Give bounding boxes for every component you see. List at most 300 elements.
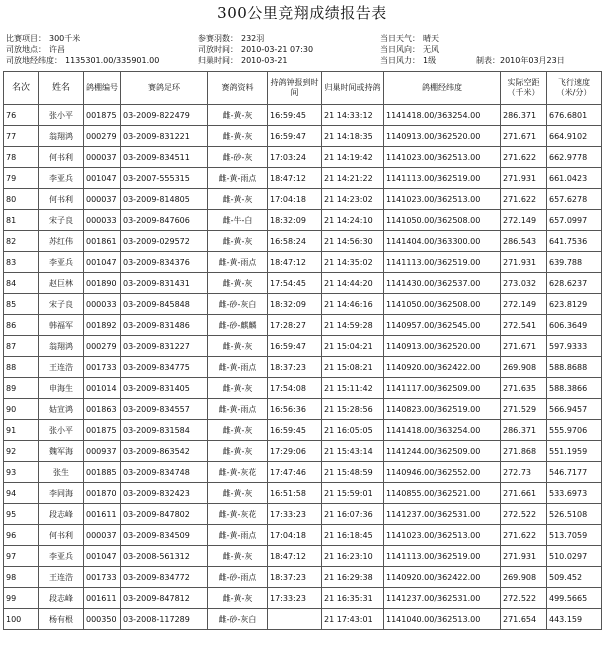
loft-id-cell: 000033	[84, 294, 121, 315]
coordinates-cell: 1140920.00/362422.00	[384, 567, 501, 588]
name-cell: 何书利	[39, 525, 84, 546]
arrival-time-cell: 21 14:18:35	[322, 126, 384, 147]
coordinates-cell: 1141430.00/362537.00	[384, 273, 501, 294]
name-cell: 李亚兵	[39, 546, 84, 567]
distance-cell: 272.149	[501, 210, 547, 231]
speed-cell: 662.9778	[547, 147, 602, 168]
info-key: 司放地点：	[6, 45, 46, 54]
name-cell: 宋子良	[39, 294, 84, 315]
distance-cell: 271.868	[501, 441, 547, 462]
rank-cell: 89	[4, 378, 39, 399]
info-row	[6, 44, 159, 55]
header-ring: 赛鸽足环	[121, 72, 208, 105]
loft-id-cell: 001733	[84, 567, 121, 588]
speed-cell: 566.9457	[547, 399, 602, 420]
loft-id-cell: 000037	[84, 525, 121, 546]
arrival-time-cell: 21 16:18:45	[322, 525, 384, 546]
rank-cell: 94	[4, 483, 39, 504]
speed-cell: 597.9333	[547, 336, 602, 357]
ring-cell: 03-2009-847606	[121, 210, 208, 231]
info-value: 无风	[423, 45, 439, 54]
clock-time-cell: 16:59:47	[268, 126, 322, 147]
distance-cell: 272.522	[501, 588, 547, 609]
distance-cell: 271.654	[501, 609, 547, 630]
table-row	[4, 105, 602, 126]
clock-time-cell: 18:47:12	[268, 168, 322, 189]
pigeon-info-cell: 雌-黄-雨点	[208, 399, 268, 420]
clock-time-cell: 17:54:45	[268, 273, 322, 294]
name-cell: 段志峰	[39, 504, 84, 525]
distance-cell: 271.671	[501, 336, 547, 357]
table-header-row	[4, 72, 602, 105]
distance-cell: 273.032	[501, 273, 547, 294]
loft-id-cell: 001047	[84, 168, 121, 189]
speed-cell: 641.7536	[547, 231, 602, 252]
ring-cell: 03-2009-834557	[121, 399, 208, 420]
table-row	[4, 168, 602, 189]
ring-cell: 03-2009-832423	[121, 483, 208, 504]
ring-cell: 03-2009-847802	[121, 504, 208, 525]
distance-cell: 272.522	[501, 504, 547, 525]
arrival-time-cell: 21 17:43:01	[322, 609, 384, 630]
clock-time-cell: 17:28:27	[268, 315, 322, 336]
name-cell: 王连浩	[39, 357, 84, 378]
info-row	[198, 44, 313, 55]
speed-cell: 628.6237	[547, 273, 602, 294]
info-value: 许昌	[49, 45, 65, 54]
clock-time-cell: 18:47:12	[268, 252, 322, 273]
table-row	[4, 483, 602, 504]
rank-cell: 77	[4, 126, 39, 147]
arrival-time-cell: 21 15:08:21	[322, 357, 384, 378]
speed-cell: 588.3866	[547, 378, 602, 399]
info-row	[380, 44, 439, 55]
distance-cell: 271.529	[501, 399, 547, 420]
arrival-time-cell: 21 15:04:21	[322, 336, 384, 357]
info-key: 当日风向：	[380, 45, 420, 54]
rank-cell: 96	[4, 525, 39, 546]
loft-id-cell: 001875	[84, 105, 121, 126]
distance-cell: 271.622	[501, 147, 547, 168]
coordinates-cell: 1140823.00/362519.00	[384, 399, 501, 420]
arrival-time-cell: 21 16:35:31	[322, 588, 384, 609]
speed-cell: 661.0423	[547, 168, 602, 189]
loft-id-cell: 000037	[84, 189, 121, 210]
coordinates-cell: 1141113.00/362519.00	[384, 252, 501, 273]
name-cell: 段志峰	[39, 588, 84, 609]
ring-cell: 03-2009-029572	[121, 231, 208, 252]
loft-id-cell: 001014	[84, 378, 121, 399]
distance-cell: 271.635	[501, 378, 547, 399]
name-cell: 姑宣鸿	[39, 399, 84, 420]
rank-cell: 76	[4, 105, 39, 126]
report-title: 300公里竞翔成绩报告表	[217, 4, 387, 22]
name-cell: 何书利	[39, 147, 84, 168]
arrival-time-cell: 21 16:07:36	[322, 504, 384, 525]
coordinates-cell: 1141050.00/362508.00	[384, 294, 501, 315]
distance-cell: 286.371	[501, 420, 547, 441]
coordinates-cell: 1140946.00/362552.00	[384, 462, 501, 483]
arrival-time-cell: 21 14:21:22	[322, 168, 384, 189]
header-pigeon-info: 赛鸽资料	[208, 72, 268, 105]
loft-id-cell: 001611	[84, 588, 121, 609]
ring-cell: 03-2009-863542	[121, 441, 208, 462]
pigeon-info-cell: 雌-黄-灰	[208, 588, 268, 609]
rank-cell: 85	[4, 294, 39, 315]
coordinates-cell: 1140913.00/362520.00	[384, 126, 501, 147]
name-cell: 何书利	[39, 189, 84, 210]
clock-time-cell: 16:59:45	[268, 105, 322, 126]
coordinates-cell: 1141023.00/362513.00	[384, 147, 501, 168]
coordinates-cell: 1140957.00/362545.00	[384, 315, 501, 336]
coordinates-cell: 1141244.00/362509.00	[384, 441, 501, 462]
table-row	[4, 252, 602, 273]
coordinates-cell: 1141418.00/363254.00	[384, 420, 501, 441]
clock-time-cell: 17:33:23	[268, 504, 322, 525]
rank-cell: 79	[4, 168, 39, 189]
ring-cell: 03-2009-834775	[121, 357, 208, 378]
table-row	[4, 462, 602, 483]
coordinates-cell: 1141404.00/363300.00	[384, 231, 501, 252]
header-distance: 实际空距（千米）	[501, 72, 547, 105]
arrival-time-cell: 21 15:11:42	[322, 378, 384, 399]
info-key: 比赛项目：	[6, 34, 46, 43]
name-cell: 赵巨林	[39, 273, 84, 294]
arrival-time-cell: 21 14:24:10	[322, 210, 384, 231]
arrival-time-cell: 21 15:43:14	[322, 441, 384, 462]
info-value: 2010-03-21	[241, 56, 288, 65]
rank-cell: 92	[4, 441, 39, 462]
rank-cell: 100	[4, 609, 39, 630]
rank-cell: 81	[4, 210, 39, 231]
speed-cell: 588.8688	[547, 357, 602, 378]
arrival-time-cell: 21 14:33:12	[322, 105, 384, 126]
table-row	[4, 378, 602, 399]
coordinates-cell: 1141050.00/362508.00	[384, 210, 501, 231]
speed-cell: 657.6278	[547, 189, 602, 210]
header-loft-id: 鸽棚编号	[84, 72, 121, 105]
clock-time-cell: 18:37:23	[268, 567, 322, 588]
pigeon-info-cell: 雌-黄-灰	[208, 378, 268, 399]
rank-cell: 91	[4, 420, 39, 441]
speed-cell: 676.6801	[547, 105, 602, 126]
ring-cell: 03-2009-831405	[121, 378, 208, 399]
ring-cell: 03-2007-555315	[121, 168, 208, 189]
rank-cell: 97	[4, 546, 39, 567]
pigeon-info-cell: 雌-砂-灰	[208, 147, 268, 168]
info-row	[380, 33, 439, 44]
table-row	[4, 273, 602, 294]
info-key: 当日风力：	[380, 56, 420, 65]
speed-cell: 639.788	[547, 252, 602, 273]
distance-cell: 269.908	[501, 567, 547, 588]
header-name: 姓名	[39, 72, 84, 105]
loft-id-cell: 000279	[84, 126, 121, 147]
rank-cell: 78	[4, 147, 39, 168]
info-key: 司放地经纬度：	[6, 56, 62, 65]
distance-cell: 271.671	[501, 126, 547, 147]
clock-time-cell: 17:03:24	[268, 147, 322, 168]
speed-cell: 623.8129	[547, 294, 602, 315]
ring-cell: 03-2009-834509	[121, 525, 208, 546]
table-row	[4, 546, 602, 567]
pigeon-info-cell: 雌-砂-灰白	[208, 294, 268, 315]
clock-time-cell: 16:56:36	[268, 399, 322, 420]
distance-cell: 272.149	[501, 294, 547, 315]
info-column-right	[380, 33, 439, 66]
arrival-time-cell: 21 14:35:02	[322, 252, 384, 273]
table-row	[4, 147, 602, 168]
pigeon-info-cell: 雌-黄-雨点	[208, 168, 268, 189]
pigeon-info-cell: 雌-黄-雨点	[208, 252, 268, 273]
table-row	[4, 294, 602, 315]
loft-id-cell: 001861	[84, 231, 121, 252]
ring-cell: 03-2009-831486	[121, 315, 208, 336]
speed-cell: 513.7059	[547, 525, 602, 546]
name-cell: 杨有根	[39, 609, 84, 630]
coordinates-cell: 1141023.00/362513.00	[384, 525, 501, 546]
distance-cell: 271.622	[501, 525, 547, 546]
ring-cell: 03-2009-834511	[121, 147, 208, 168]
arrival-time-cell: 21 14:46:16	[322, 294, 384, 315]
speed-cell: 510.0297	[547, 546, 602, 567]
table-row	[4, 336, 602, 357]
speed-cell: 606.3649	[547, 315, 602, 336]
clock-time-cell: 17:47:46	[268, 462, 322, 483]
info-value: 晴天	[423, 34, 439, 43]
rank-cell: 90	[4, 399, 39, 420]
ring-cell: 03-2009-822479	[121, 105, 208, 126]
speed-cell: 499.5665	[547, 588, 602, 609]
speed-cell: 526.5108	[547, 504, 602, 525]
clock-time-cell: 17:04:18	[268, 525, 322, 546]
coordinates-cell: 1141023.00/362513.00	[384, 189, 501, 210]
distance-cell: 272.73	[501, 462, 547, 483]
table-row	[4, 126, 602, 147]
ring-cell: 03-2008-117289	[121, 609, 208, 630]
info-value: 232羽	[241, 34, 265, 43]
name-cell: 李亚兵	[39, 168, 84, 189]
report-date: 制表：2010年03月23日	[476, 56, 565, 65]
distance-cell: 271.931	[501, 168, 547, 189]
loft-id-cell: 000279	[84, 336, 121, 357]
header-rank: 名次	[4, 72, 39, 105]
loft-id-cell: 001863	[84, 399, 121, 420]
name-cell: 魏军海	[39, 441, 84, 462]
clock-time-cell: 17:33:23	[268, 588, 322, 609]
arrival-time-cell: 21 15:28:56	[322, 399, 384, 420]
info-value: 1级	[423, 56, 437, 65]
pigeon-info-cell: 雌-黄-灰花	[208, 504, 268, 525]
info-row	[198, 55, 313, 66]
coordinates-cell: 1141040.00/362513.00	[384, 609, 501, 630]
pigeon-info-cell: 雌-黄-灰	[208, 483, 268, 504]
ring-cell: 03-2009-814805	[121, 189, 208, 210]
coordinates-cell: 1141237.00/362531.00	[384, 504, 501, 525]
info-key: 归巢时间：	[198, 56, 238, 65]
loft-id-cell: 001892	[84, 315, 121, 336]
ring-cell: 03-2009-834376	[121, 252, 208, 273]
arrival-time-cell: 21 16:23:10	[322, 546, 384, 567]
distance-cell: 271.622	[501, 189, 547, 210]
arrival-time-cell: 21 14:59:28	[322, 315, 384, 336]
clock-time-cell: 16:58:24	[268, 231, 322, 252]
distance-cell: 271.931	[501, 546, 547, 567]
pigeon-info-cell: 雌-黄-灰	[208, 273, 268, 294]
info-key: 当日天气：	[380, 34, 420, 43]
rank-cell: 88	[4, 357, 39, 378]
loft-id-cell: 000033	[84, 210, 121, 231]
info-row	[198, 33, 313, 44]
loft-id-cell: 001875	[84, 420, 121, 441]
name-cell: 申海生	[39, 378, 84, 399]
name-cell: 宋子良	[39, 210, 84, 231]
speed-cell: 546.7177	[547, 462, 602, 483]
distance-cell: 286.543	[501, 231, 547, 252]
table-row	[4, 567, 602, 588]
loft-id-cell: 001047	[84, 546, 121, 567]
name-cell: 张生	[39, 462, 84, 483]
loft-id-cell: 001611	[84, 504, 121, 525]
pigeon-info-cell: 雌-黄-灰花	[208, 462, 268, 483]
header-arrival-time: 归巢时间或持鸽	[322, 72, 384, 105]
distance-cell: 271.661	[501, 483, 547, 504]
distance-cell: 286.371	[501, 105, 547, 126]
rank-cell: 99	[4, 588, 39, 609]
pigeon-info-cell: 雌-黄-灰	[208, 231, 268, 252]
clock-time-cell: 18:32:09	[268, 294, 322, 315]
pigeon-info-cell: 雌-砂-雨点	[208, 567, 268, 588]
header-coordinates: 鸽棚经纬度	[384, 72, 501, 105]
coordinates-cell: 1140913.00/362520.00	[384, 336, 501, 357]
arrival-time-cell: 21 16:29:38	[322, 567, 384, 588]
distance-cell: 272.541	[501, 315, 547, 336]
rank-cell: 87	[4, 336, 39, 357]
ring-cell: 03-2009-831431	[121, 273, 208, 294]
rank-cell: 82	[4, 231, 39, 252]
coordinates-cell: 1140920.00/362422.00	[384, 357, 501, 378]
name-cell: 翁翔鸿	[39, 126, 84, 147]
rank-cell: 98	[4, 567, 39, 588]
pigeon-info-cell: 雌-黄-灰	[208, 105, 268, 126]
info-key: 参赛羽数：	[198, 34, 238, 43]
pigeon-info-cell: 雌-黄-灰	[208, 189, 268, 210]
rank-cell: 86	[4, 315, 39, 336]
speed-cell: 533.6973	[547, 483, 602, 504]
table-row	[4, 189, 602, 210]
name-cell: 李亚兵	[39, 252, 84, 273]
table-row	[4, 315, 602, 336]
pigeon-info-cell: 雌-黄-灰	[208, 126, 268, 147]
coordinates-cell: 1141237.00/362531.00	[384, 588, 501, 609]
arrival-time-cell: 21 15:59:01	[322, 483, 384, 504]
name-cell: 李同海	[39, 483, 84, 504]
loft-id-cell: 000037	[84, 147, 121, 168]
name-cell: 张小平	[39, 105, 84, 126]
loft-id-cell: 001885	[84, 462, 121, 483]
distance-cell: 271.931	[501, 252, 547, 273]
name-cell: 王连浩	[39, 567, 84, 588]
clock-time-cell: 17:29:06	[268, 441, 322, 462]
loft-id-cell: 000350	[84, 609, 121, 630]
rank-cell: 95	[4, 504, 39, 525]
speed-cell: 509.452	[547, 567, 602, 588]
rank-cell: 83	[4, 252, 39, 273]
info-key: 司放时间：	[198, 45, 238, 54]
info-value: 300千米	[49, 34, 81, 43]
pigeon-info-cell: 雌-黄-灰	[208, 546, 268, 567]
ring-cell: 03-2008-561312	[121, 546, 208, 567]
table-row	[4, 609, 602, 630]
clock-time-cell: 17:04:18	[268, 189, 322, 210]
info-row	[6, 33, 159, 44]
table-row	[4, 525, 602, 546]
pigeon-info-cell: 雌-牛-白	[208, 210, 268, 231]
table-row	[4, 420, 602, 441]
table-row	[4, 441, 602, 462]
speed-cell: 551.1959	[547, 441, 602, 462]
pigeon-info-cell: 雌-黄-雨点	[208, 525, 268, 546]
coordinates-cell: 1141113.00/362519.00	[384, 168, 501, 189]
pigeon-info-cell: 雌-砂-灰白	[208, 609, 268, 630]
loft-id-cell: 001047	[84, 252, 121, 273]
table-row	[4, 504, 602, 525]
loft-id-cell: 001733	[84, 357, 121, 378]
arrival-time-cell: 21 14:44:20	[322, 273, 384, 294]
results-table	[3, 71, 602, 630]
pigeon-info-cell: 雌-砂-麒麟	[208, 315, 268, 336]
speed-cell: 657.0997	[547, 210, 602, 231]
header-speed: 飞行速度（米/分）	[547, 72, 602, 105]
ring-cell: 03-2009-834748	[121, 462, 208, 483]
info-row	[6, 55, 159, 66]
table-row	[4, 357, 602, 378]
table-row	[4, 210, 602, 231]
ring-cell: 03-2009-847812	[121, 588, 208, 609]
rank-cell: 93	[4, 462, 39, 483]
coordinates-cell: 1141117.00/362509.00	[384, 378, 501, 399]
arrival-time-cell: 21 16:05:05	[322, 420, 384, 441]
pigeon-info-cell: 雌-黄-灰	[208, 420, 268, 441]
clock-time-cell: 18:32:09	[268, 210, 322, 231]
info-column-middle	[198, 33, 313, 66]
coordinates-cell: 1141418.00/363254.00	[384, 105, 501, 126]
arrival-time-cell: 21 14:23:02	[322, 189, 384, 210]
name-cell: 韩福军	[39, 315, 84, 336]
clock-time-cell: 16:51:58	[268, 483, 322, 504]
header-clock-time: 持鸽钟报到时间	[268, 72, 322, 105]
coordinates-cell: 1141113.00/362519.00	[384, 546, 501, 567]
arrival-time-cell: 21 14:56:30	[322, 231, 384, 252]
arrival-time-cell: 21 14:19:42	[322, 147, 384, 168]
clock-time-cell: 18:37:23	[268, 357, 322, 378]
table-row	[4, 588, 602, 609]
pigeon-info-cell: 雌-黄-灰	[208, 336, 268, 357]
speed-cell: 664.9102	[547, 126, 602, 147]
info-value: 1135301.00/335901.00	[65, 56, 160, 65]
arrival-time-cell: 21 15:48:59	[322, 462, 384, 483]
coordinates-cell: 1140855.00/362521.00	[384, 483, 501, 504]
clock-time-cell	[268, 609, 322, 630]
clock-time-cell: 16:59:45	[268, 420, 322, 441]
info-column-left	[6, 33, 159, 66]
ring-cell: 03-2009-831227	[121, 336, 208, 357]
loft-id-cell: 001870	[84, 483, 121, 504]
speed-cell: 555.9706	[547, 420, 602, 441]
name-cell: 张小平	[39, 420, 84, 441]
info-value: 2010-03-21 07:30	[241, 45, 314, 54]
table-row	[4, 231, 602, 252]
